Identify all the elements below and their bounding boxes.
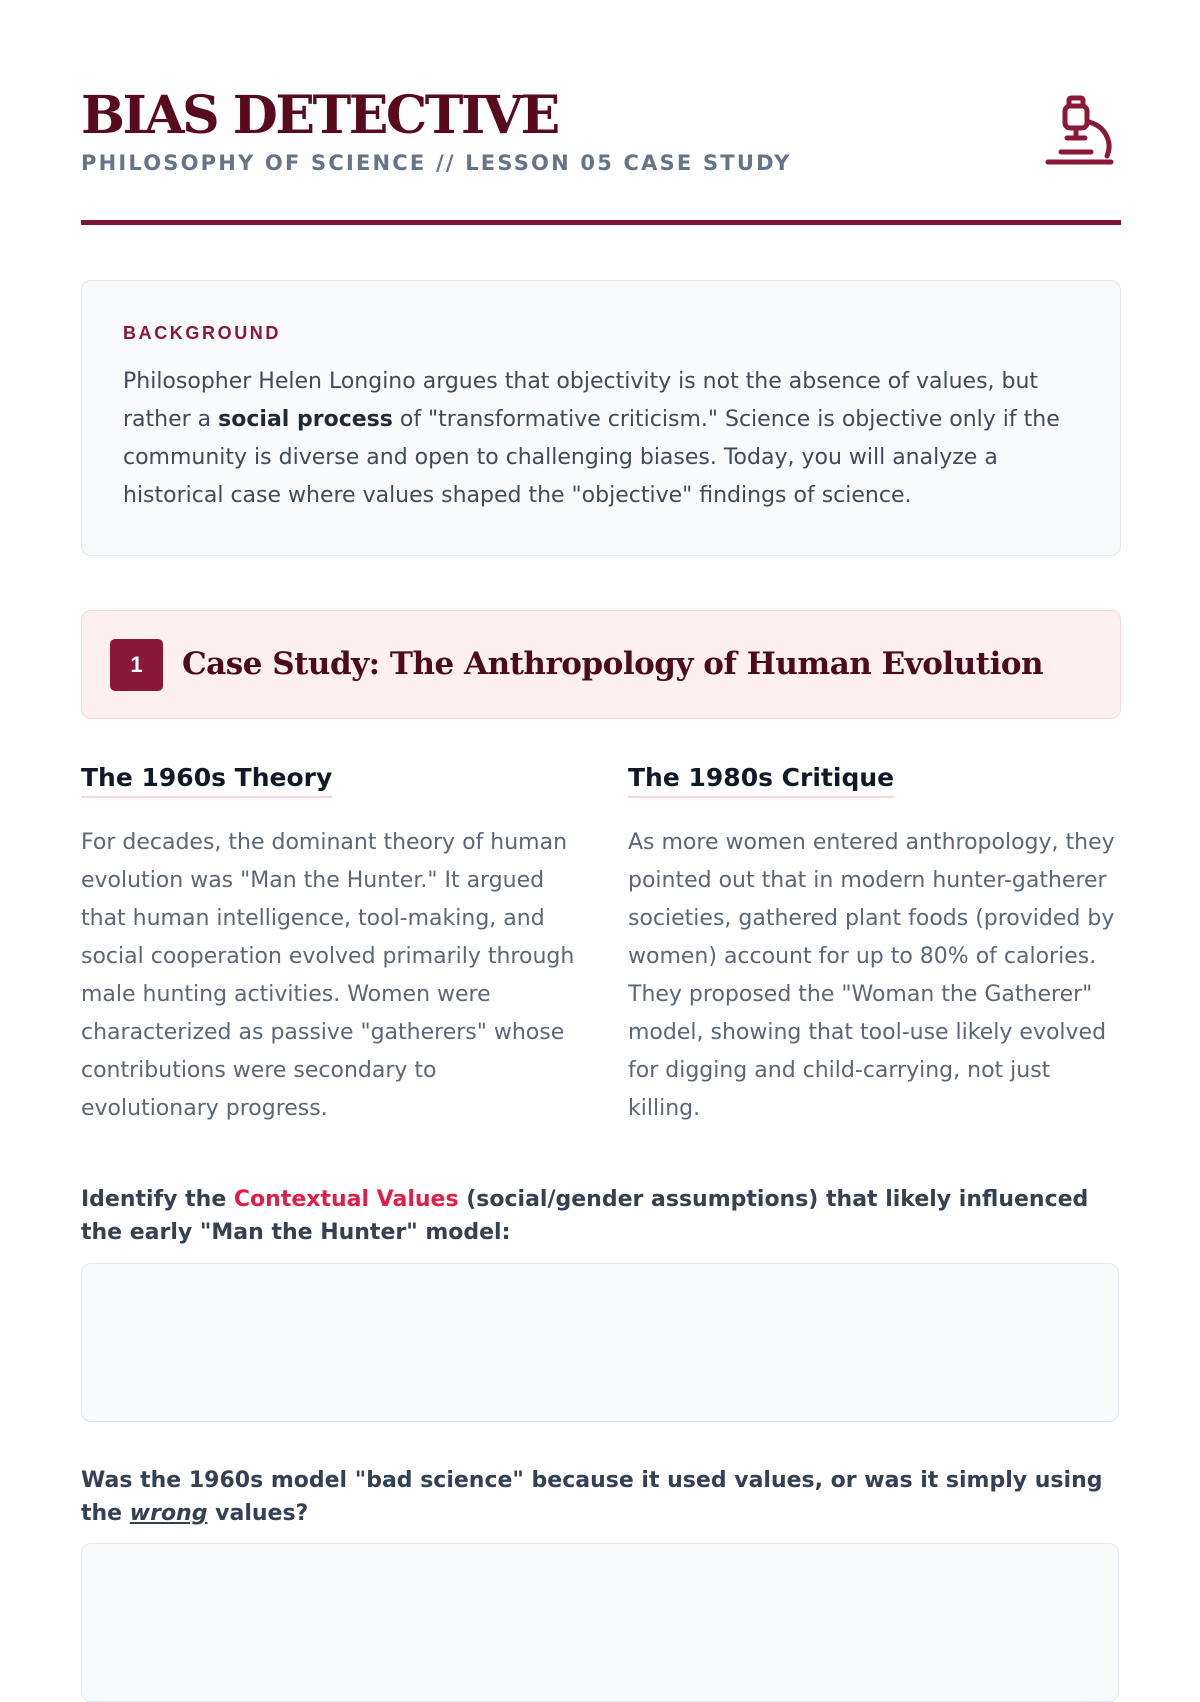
background-card (81, 280, 1121, 556)
question-2-prompt (81, 1464, 1121, 1530)
background-label: BACKGROUND (123, 323, 281, 343)
page-title: BIAS DETECTIVE (81, 85, 558, 146)
header-divider (81, 220, 1121, 225)
page-header (81, 82, 1121, 227)
section-number-badge: 1 (110, 639, 163, 691)
page-subtitle: PHILOSOPHY OF SCIENCE // LESSON 05 CASE STUDY (81, 151, 792, 175)
background-emphasis: social process (218, 407, 393, 432)
column-1960s-theory (81, 760, 576, 1128)
question-text: Identify the (81, 1187, 234, 1212)
column-heading: The 1960s Theory (81, 760, 332, 798)
question-text: Was the 1960s model "bad science" because it used values, or was it simply using the (81, 1468, 1103, 1526)
question-2-answer-field[interactable] (81, 1543, 1119, 1702)
column-1980s-critique (628, 760, 1123, 1128)
background-text-part: of "transformative criticism." Science is objective only if the community is diverse and open to challenging biases. Today, you will analyze a historical case where values shaped the "objective" findings of science. (123, 407, 1060, 508)
question-1-answer-field[interactable] (81, 1263, 1119, 1422)
section-title: Case Study: The Anthropology of Human Evolution (182, 646, 1044, 682)
question-text: (social/gender assumptions) that likely influenced the early "Man the Hunter" model: (81, 1187, 1089, 1245)
column-heading: The 1980s Critique (628, 760, 894, 798)
column-body: For decades, the dominant theory of human evolution was "Man the Hunter." It argued that human intelligence, tool-making, and social cooperation evolved primarily through male hunting activities. Women were characterized as passive "gatherers" whose contributions were secondary to evolutionary progress. (81, 830, 575, 1121)
question-1-prompt (81, 1183, 1121, 1249)
column-body: As more women entered anthropology, they pointed out that in modern hunter-gatherer societies, gathered plant foods (provided by women) account for up to 80% of calories. They proposed the "Woman the Gatherer" model, showing that tool-use likely evolved for digging and child-carrying, not just killing. (628, 830, 1115, 1121)
contextual-values-highlight: Contextual Values (233, 1187, 459, 1212)
question-text: values? (207, 1501, 309, 1526)
background-text-part: Philosopher Helen Longino argues that objectivity is not the absence of values, but rather a (123, 369, 1039, 432)
wrong-emphasis: wrong (129, 1501, 208, 1526)
microscope-icon (1045, 92, 1117, 168)
background-text (123, 363, 1083, 515)
section-banner (81, 610, 1121, 719)
